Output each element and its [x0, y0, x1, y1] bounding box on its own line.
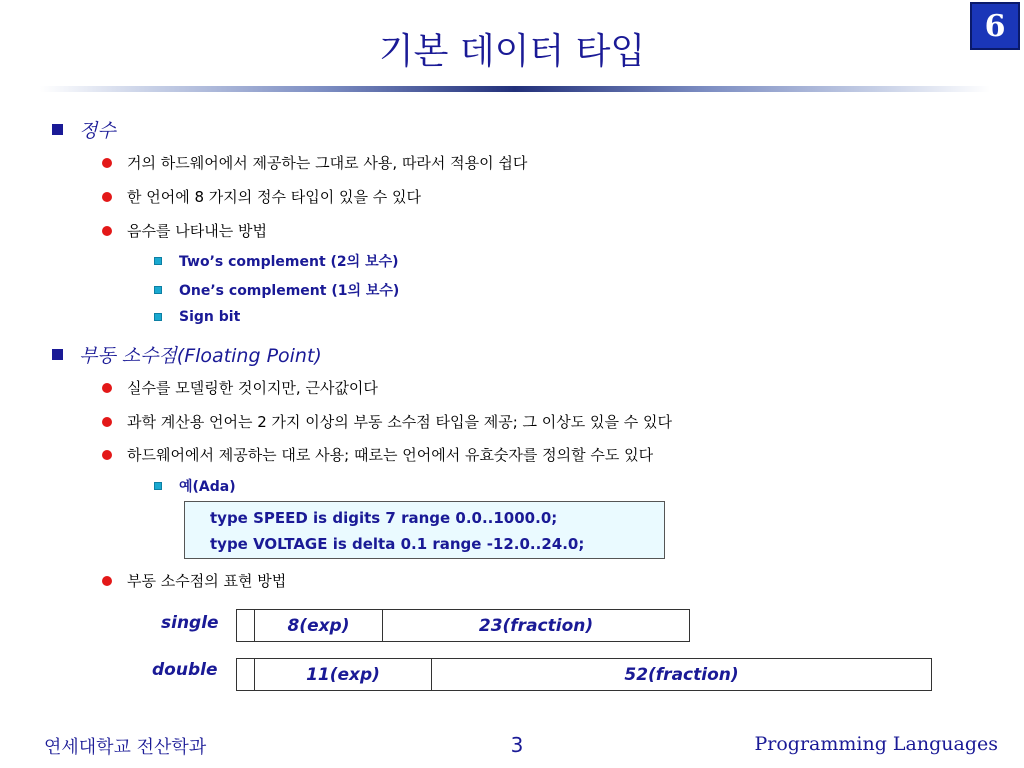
red-dot-bullet-icon: [102, 158, 112, 168]
list-item: [102, 377, 378, 398]
sign-bit-cell: [237, 659, 255, 690]
square-bullet-icon: [154, 482, 162, 490]
sub-bullet-text: 예(Ada): [179, 479, 236, 495]
exponent-cell: 8(exp): [255, 610, 383, 641]
title-divider: [40, 86, 990, 92]
section-heading-floating-point: [52, 341, 322, 368]
page-number: 3: [510, 733, 524, 757]
square-bullet-icon: [154, 286, 162, 294]
single-format-label: single: [161, 613, 219, 633]
section-heading-integer: [52, 116, 116, 143]
sub-list-item: [154, 280, 399, 300]
sub-bullet-text: Two’s complement (2의 보수): [179, 254, 399, 270]
list-item: [102, 411, 672, 432]
code-line: type VOLTAGE is delta 0.1 range -12.0..24.0;: [210, 535, 585, 553]
exponent-cell: 11(exp): [255, 659, 432, 690]
double-format-label: double: [152, 660, 218, 680]
footer-course: Programming Languages: [754, 733, 998, 755]
footer-institution: 연세대학교 전산학과: [44, 737, 207, 758]
red-dot-bullet-icon: [102, 576, 112, 586]
square-bullet-icon: [154, 313, 162, 321]
bullet-text: 과학 계산용 언어는 2 가지 이상의 부동 소수점 타입을 제공; 그 이상도 있을 수 있다: [127, 413, 673, 431]
section-heading-text: 정수: [79, 120, 116, 142]
sign-bit-cell: [237, 610, 255, 641]
square-bullet-icon: [154, 257, 162, 265]
single-format-diagram: [236, 609, 690, 642]
square-bullet-icon: [52, 124, 63, 135]
sub-list-item: [154, 251, 399, 271]
list-item: [102, 186, 421, 207]
sub-list-item: [154, 476, 236, 496]
bullet-text: 한 언어에 8 가지의 정수 타입이 있을 수 있다: [127, 188, 422, 206]
red-dot-bullet-icon: [102, 450, 112, 460]
bullet-text: 하드웨어에서 제공하는 대로 사용; 때로는 언어에서 유효숫자를 정의할 수도 있다: [127, 446, 654, 464]
square-bullet-icon: [52, 349, 63, 360]
red-dot-bullet-icon: [102, 226, 112, 236]
fraction-cell: 23(fraction): [478, 615, 594, 636]
bullet-text: 거의 하드웨어에서 제공하는 그대로 사용, 따라서 적용이 쉽다: [127, 154, 528, 172]
bullet-text: 음수를 나타내는 방법: [127, 222, 267, 240]
bullet-text: 실수를 모델링한 것이지만, 근사값이다: [127, 379, 378, 397]
fraction-cell: 52(fraction): [624, 664, 739, 685]
list-item: [102, 220, 267, 241]
code-line: type SPEED is digits 7 range 0.0..1000.0;: [210, 509, 558, 527]
code-example-box: [184, 501, 665, 559]
sub-bullet-text: One’s complement (1의 보수): [179, 283, 400, 299]
list-item: [102, 152, 527, 173]
slide-title: 기본 데이터 타입: [378, 31, 646, 72]
section-heading-text: 부동 소수점(Floating Point): [79, 345, 322, 367]
double-format-diagram: [236, 658, 932, 691]
red-dot-bullet-icon: [102, 383, 112, 393]
red-dot-bullet-icon: [102, 192, 112, 202]
sub-bullet-text: Sign bit: [179, 309, 241, 325]
slide-number-badge: 6: [970, 2, 1020, 50]
list-item: [102, 570, 286, 591]
list-item: [102, 444, 653, 465]
bullet-text: 부동 소수점의 표현 방법: [127, 572, 287, 590]
sub-list-item: [154, 309, 240, 325]
red-dot-bullet-icon: [102, 417, 112, 427]
